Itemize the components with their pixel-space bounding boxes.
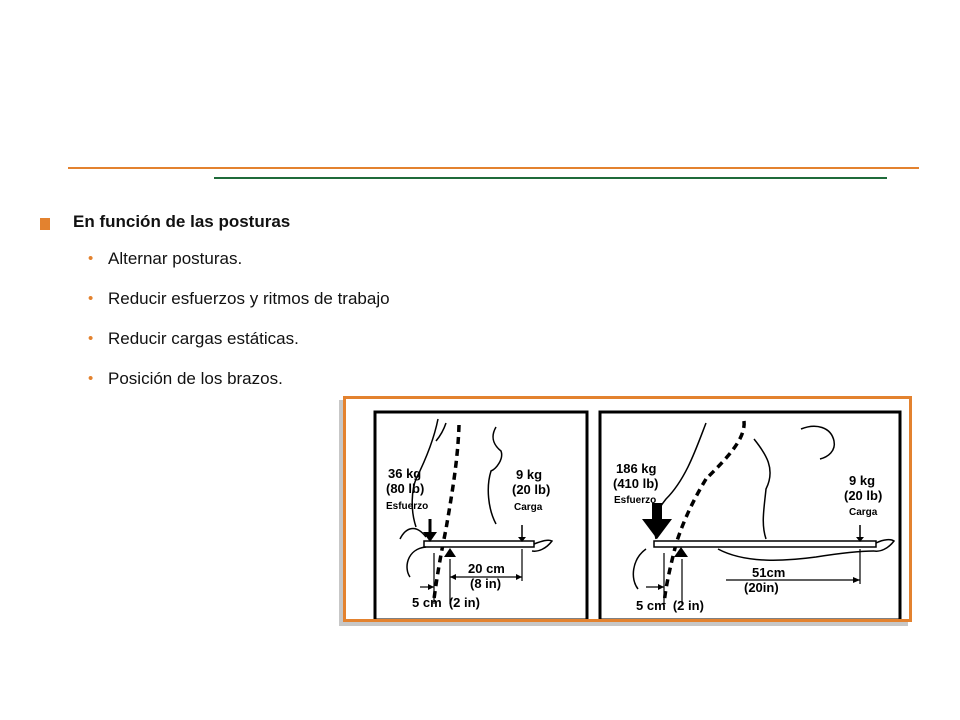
figure-svg xyxy=(346,399,909,619)
dim-arrow-icon xyxy=(658,584,664,590)
right-load-lb: (20 lb) xyxy=(844,488,883,503)
left-effort-kg: 36 kg xyxy=(388,466,422,481)
fulcrum-icon xyxy=(444,548,456,557)
bullet-dot-icon: • xyxy=(88,290,94,307)
spine-line xyxy=(706,421,744,479)
list-item xyxy=(88,248,390,288)
forearm-lever xyxy=(424,541,534,547)
section-heading: En función de las posturas xyxy=(73,212,291,231)
right-load-label: Carga xyxy=(849,507,878,518)
left-panel xyxy=(375,412,587,619)
left-load-kg: 9 kg xyxy=(516,467,543,482)
bullet-text: Reducir cargas estáticas. xyxy=(108,329,299,348)
right-load-kg: 9 kg xyxy=(849,473,876,488)
bullet-list xyxy=(88,248,390,408)
front-outline xyxy=(754,439,770,539)
left-load-label: Carga xyxy=(514,502,543,513)
header-rule-orange xyxy=(68,167,919,169)
hand-outline xyxy=(874,540,894,551)
front-outline xyxy=(488,427,501,524)
dim-arrow-icon xyxy=(428,584,434,590)
elbow-outline xyxy=(633,549,646,589)
forearm-lever xyxy=(654,541,876,547)
right-dist-long-in: (20in) xyxy=(744,580,779,595)
elbow-outline xyxy=(400,529,426,539)
right-effort-kg: 186 kg xyxy=(616,461,657,476)
bullet-dot-icon: • xyxy=(88,250,94,267)
left-dist-long-cm: 20 cm xyxy=(468,561,505,576)
left-load-lb: (20 lb) xyxy=(512,482,551,497)
list-item xyxy=(88,328,390,368)
section-heading-row xyxy=(40,210,290,234)
left-effort-lb: (80 lb) xyxy=(386,481,425,496)
right-dist-short: 5 cm (2 in) xyxy=(636,598,704,613)
right-dist-long-cm: 51cm xyxy=(752,565,786,580)
dim-arrow-icon xyxy=(450,574,456,580)
right-panel xyxy=(600,412,900,619)
header-rule-green xyxy=(214,177,887,179)
neck-outline xyxy=(436,423,446,441)
lever-arm-figure xyxy=(343,396,912,622)
left-dist-long-in: (8 in) xyxy=(470,576,502,591)
head-outline xyxy=(801,426,834,459)
dim-arrow-icon xyxy=(516,574,522,580)
right-effort-label: Esfuerzo xyxy=(614,495,657,506)
bullet-text: Posición de los brazos. xyxy=(108,369,283,388)
right-effort-lb: (410 lb) xyxy=(613,476,659,491)
spine-line xyxy=(434,425,459,599)
lower-arm-outline xyxy=(718,549,874,560)
effort-arrow-icon xyxy=(642,519,672,539)
left-effort-label: Esfuerzo xyxy=(386,501,429,512)
lower-arm-outline xyxy=(407,547,426,577)
bullet-text: Alternar posturas. xyxy=(108,249,243,268)
bullet-dot-icon: • xyxy=(88,330,94,347)
bullet-dot-icon: • xyxy=(88,370,94,387)
bullet-text: Reducir esfuerzos y ritmos de trabajo xyxy=(108,289,390,308)
hand-outline xyxy=(532,540,552,551)
square-bullet-icon xyxy=(40,218,50,230)
dim-arrow-icon xyxy=(853,577,860,583)
left-dist-short: 5 cm (2 in) xyxy=(412,595,480,610)
list-item xyxy=(88,288,390,328)
